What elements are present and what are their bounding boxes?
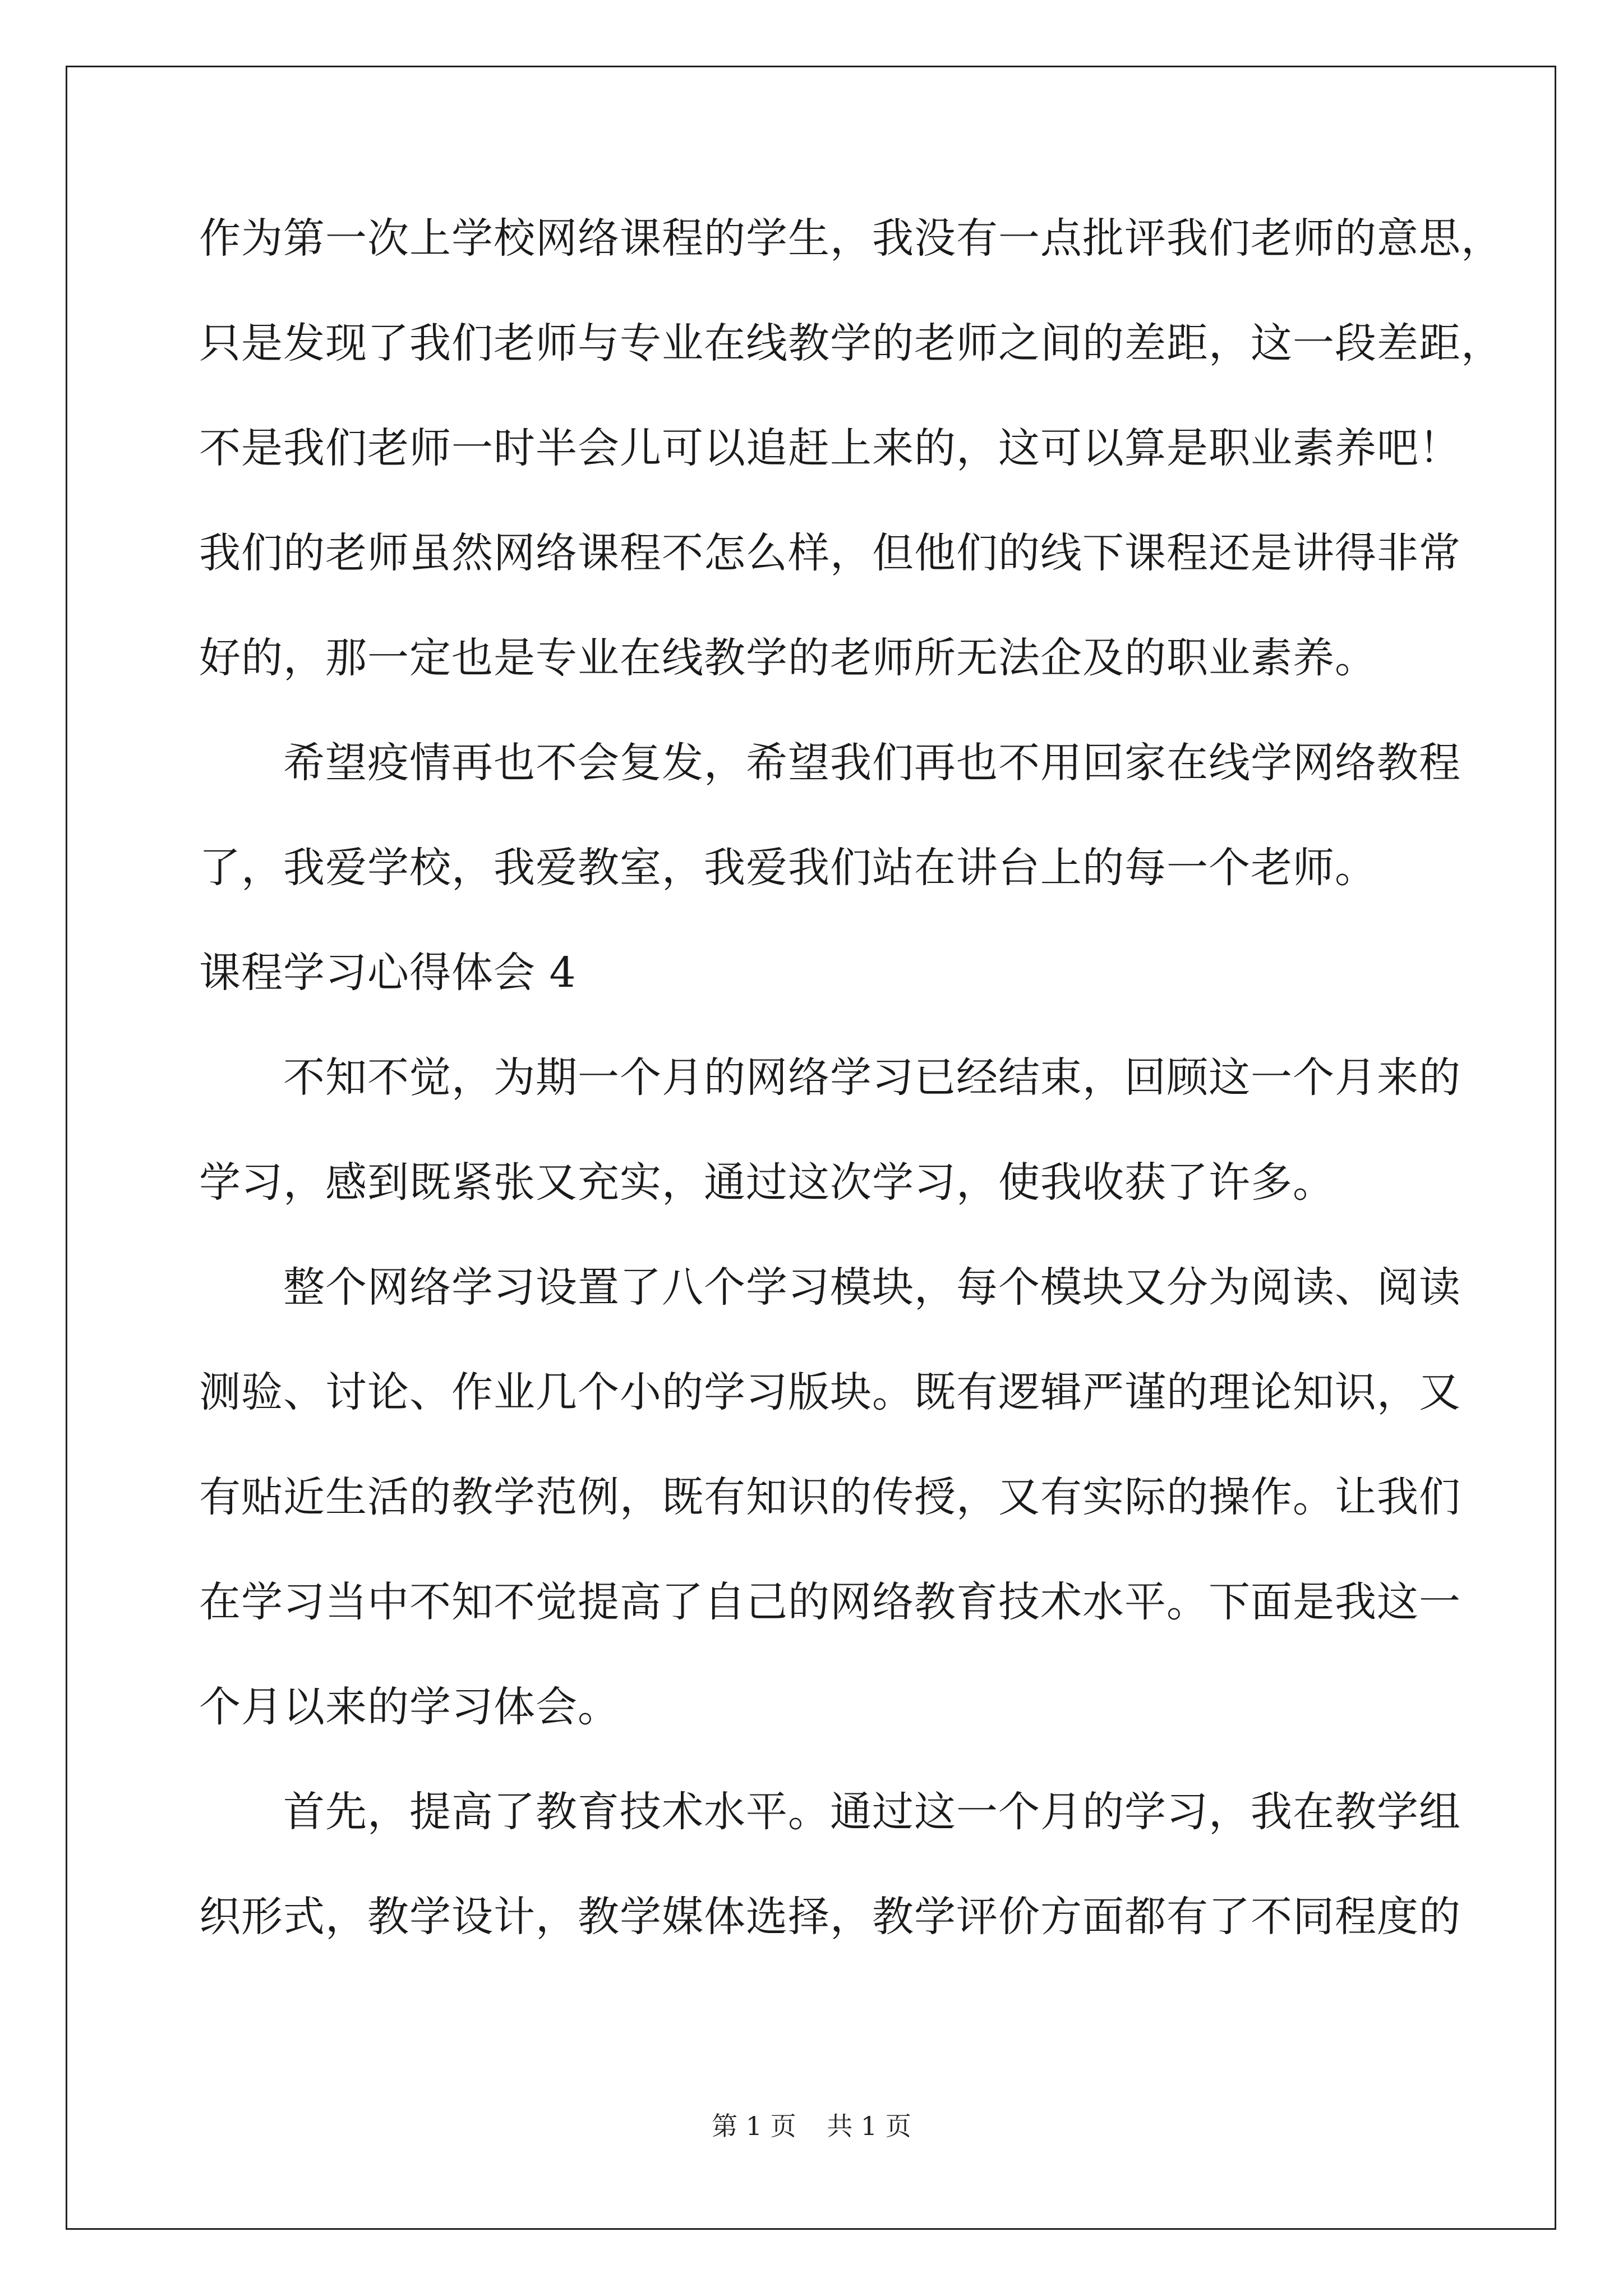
page-total: 共 1 页 [827, 2111, 911, 2141]
text-line: 不是我们老师一时半会儿可以追赶上来的，这可以算是职业素养吧！ [199, 424, 1461, 472]
text-line: 有贴近生活的教学范例，既有知识的传授，又有实际的操作。让我们 [199, 1473, 1461, 1521]
text-line: 作为第一次上学校网络课程的学生，我没有一点批评我们老师的意思， [199, 214, 1503, 263]
section-heading: 课程学习心得体会 4 [199, 949, 577, 997]
text-line: 首先，提高了教育技术水平。通过这一个月的学习，我在教学组 [199, 1788, 1461, 1836]
document-body [199, 213, 1503, 1942]
text-line: 整个网络学习设置了八个学习模块，每个模块又分为阅读、阅读 [199, 1263, 1461, 1312]
text-line: 学习，感到既紧张又充实，通过这次学习，使我收获了许多。 [199, 1158, 1335, 1207]
page-footer [0, 2109, 1623, 2143]
text-line: 个月以来的学习体会。 [199, 1683, 620, 1731]
text-line: 只是发现了我们老师与专业在线教学的老师之间的差距，这一段差距， [199, 319, 1503, 367]
text-line: 测验、讨论、作业几个小的学习版块。既有逻辑严谨的理论知识，又 [199, 1368, 1461, 1416]
text-line: 不知不觉，为期一个月的网络学习已经结束，回顾这一个月来的 [199, 1053, 1461, 1102]
text-line: 我们的老师虽然网络课程不怎么样，但他们的线下课程还是讲得非常 [199, 529, 1461, 577]
page-number: 第 1 页 [712, 2111, 796, 2141]
text-line: 好的，那一定也是专业在线教学的老师所无法企及的职业素养。 [199, 634, 1377, 682]
text-line: 在学习当中不知不觉提高了自己的网络教育技术水平。下面是我这一 [199, 1578, 1461, 1626]
text-line: 织形式，教学设计，教学媒体选择，教学评价方面都有了不同程度的 [199, 1893, 1461, 1941]
text-line: 了，我爱学校，我爱教室，我爱我们站在讲台上的每一个老师。 [199, 844, 1377, 892]
text-line: 希望疫情再也不会复发，希望我们再也不用回家在线学网络教程 [199, 739, 1461, 787]
